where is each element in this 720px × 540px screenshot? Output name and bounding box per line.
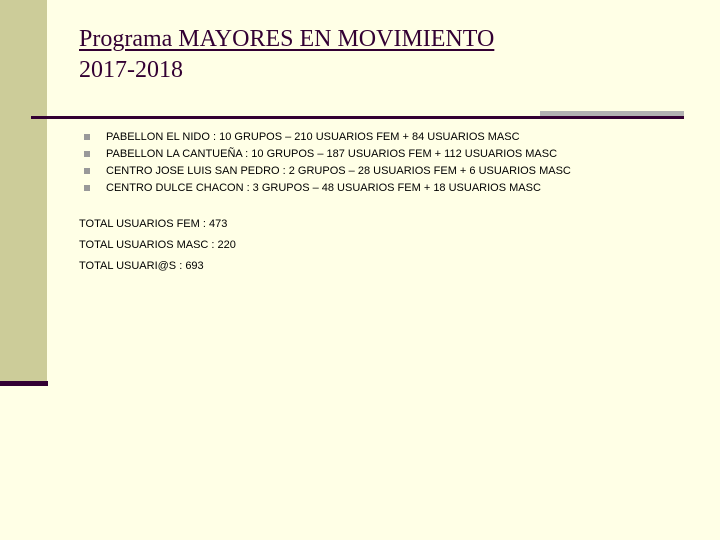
list-item-text: PABELLON LA CANTUEÑA : 10 GRUPOS – 187 USUARIOS FEM + 112 USUARIOS MASC [106, 148, 558, 160]
list-item-text: CENTRO JOSE LUIS SAN PEDRO : 2 GRUPOS – 28 USUARIOS FEM + 6 USUARIOS MASC [106, 165, 571, 177]
total-fem: TOTAL USUARIOS FEM : 473 [79, 218, 228, 230]
totals-block [79, 214, 236, 277]
slide-title-main: Programa MAYORES EN MOVIMIENTO [79, 26, 495, 52]
left-band-bottom-rule [0, 381, 48, 386]
total-all: TOTAL USUARI@S : 693 [79, 260, 204, 272]
square-bullet-icon [84, 151, 90, 157]
slide-title-years: 2017-2018 [79, 57, 183, 83]
total-masc: TOTAL USUARIOS MASC : 220 [79, 239, 236, 251]
square-bullet-icon [84, 185, 90, 191]
square-bullet-icon [84, 168, 90, 174]
slide-title [79, 24, 494, 86]
list-item-text: PABELLON EL NIDO : 10 GRUPOS – 210 USUARIOS FEM + 84 USUARIOS MASC [106, 131, 520, 143]
square-bullet-icon [84, 134, 90, 140]
title-divider [31, 116, 684, 119]
list-item-text: CENTRO DULCE CHACON : 3 GRUPOS – 48 USUARIOS FEM + 18 USUARIOS MASC [106, 182, 541, 194]
left-decorative-band [0, 0, 47, 381]
